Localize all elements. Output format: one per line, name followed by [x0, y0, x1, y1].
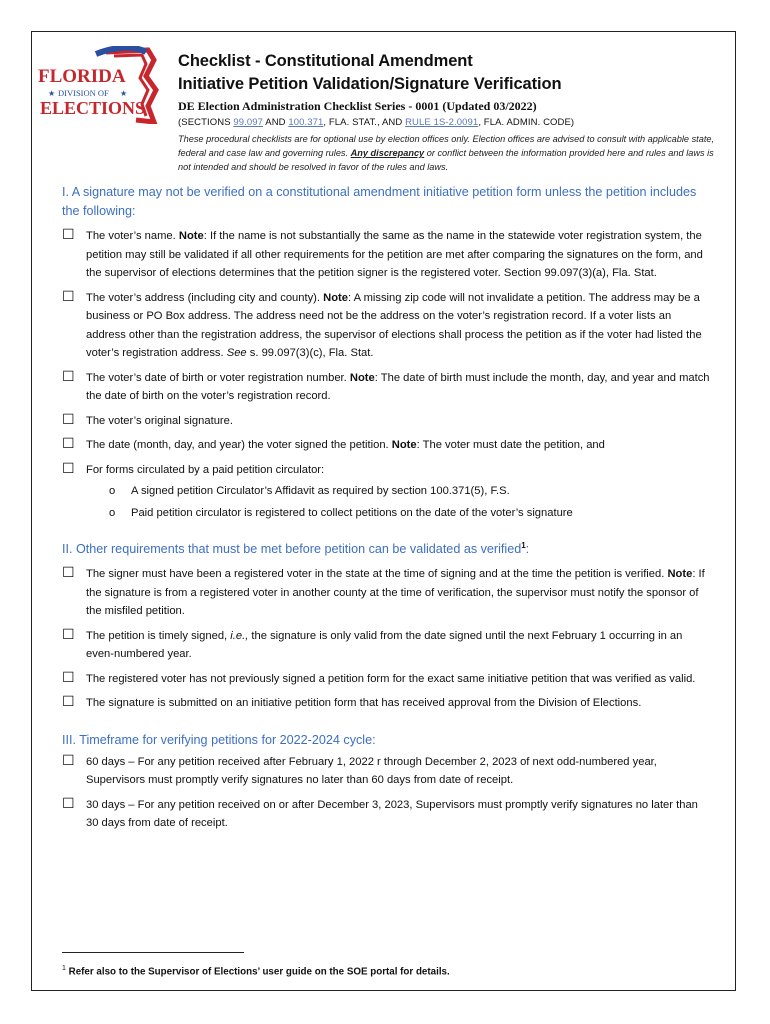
sections-text: AND [263, 117, 289, 128]
item-text: The voter’s original signature. [86, 414, 233, 427]
checkbox-icon[interactable]: ☐ [62, 626, 75, 643]
link-99-097[interactable]: 99.097 [233, 117, 264, 128]
section-3-heading: III. Timeframe for verifying petitions for 2022-2024 cycle: [62, 732, 376, 747]
item-text: The date (month, day, and year) the voter signed the petition. Note: The voter must date the petition, and [86, 439, 605, 451]
footnote [62, 962, 450, 979]
footnote-number: 1 [62, 965, 66, 972]
checkbox-icon[interactable]: ☐ [62, 795, 75, 812]
sub-list-item [62, 504, 712, 523]
checklist-item [62, 670, 712, 689]
checklist-item [62, 753, 712, 790]
checklist-item [62, 289, 712, 363]
item-text: The signer must have been a registered voter in the state at the time of signing and at the time the petition is verified. Note: If the signature is from a registered voter in another county at the time of verification, the supervisor must notify the sponsor of the misfiled petition. [86, 568, 705, 618]
sections-text: , FLA. ADMIN. CODE) [478, 117, 575, 128]
item-text: 60 days – For any petition received after February 1, 2022 r through December 2, 2023 of next odd-numbered year, Supervisors must promptly verify signatures no later than 60 days from date of receipt. [86, 755, 657, 787]
title-line-2: Initiative Petition Validation/Signature Verification [178, 75, 562, 93]
footnote-ref: 1 [521, 541, 526, 550]
sub-list-item [62, 482, 712, 501]
item-text: 30 days – For any petition received on or after December 3, 2023, Supervisors must promptly verify signatures no later than 30 days from date of receipt. [86, 798, 698, 830]
section-2-list [62, 565, 712, 713]
paid-circulator-sublist [62, 482, 712, 522]
checklist-content [62, 183, 712, 833]
section-1-list [62, 227, 712, 479]
checkbox-icon[interactable]: ☐ [62, 669, 75, 686]
checklist-item [62, 412, 712, 431]
statute-references [178, 116, 718, 130]
checklist-item [62, 461, 712, 480]
sections-text: , FLA. STAT., AND [323, 117, 406, 128]
item-text: The voter’s address (including city and county). Note: A missing zip code will not invalidate a petition. The address may be a business or PO Box address. The address need not be the address on the voter’s registration record. If a voter lists an address other than the registration address, the supervisor of elections shall process the petition as if the voter had listed the voter’s registration address. See s. 99.097(3)(c), Fla. Stat. [86, 291, 702, 359]
section-2-heading: II. Other requirements that must be met before petition can be validated as verified$^1$: [62, 541, 530, 557]
link-100-371[interactable]: 100.371 [288, 117, 324, 128]
bullet-icon: o [109, 506, 116, 519]
checklist-item [62, 227, 712, 283]
footnote-text: Refer also to the Supervisor of Elections’ user guide on the SOE portal for details. [68, 966, 450, 978]
checklist-item [62, 369, 712, 406]
disclaimer-emphasis: Any discrepancy [350, 148, 425, 158]
disclaimer-text: or conflict between the information provided here and rules and laws is not intended and should be resolved in favor of the rules and laws. [178, 148, 714, 172]
checklist-item [62, 796, 712, 833]
item-text: The registered voter has not previously signed a petition form for the exact same initiative petition that was verified as valid. [86, 672, 696, 685]
series-line: DE Election Administration Checklist Series - 0001 (Updated 03/2022) [178, 99, 537, 113]
checkbox-icon[interactable]: ☐ [62, 694, 75, 711]
disclaimer-text: These procedural checklists are for optional use by election offices only. Election offices are advised to consult with applicable state, federal and case law and governing rules. [178, 134, 715, 158]
checkbox-icon[interactable]: ☐ [62, 565, 75, 582]
logo-star-icon-right: ★ [120, 89, 128, 98]
logo-word-elections: ELECTIONS [40, 98, 146, 118]
sub-item-text: A signed petition Circulator’s Affidavit as required by section 100.371(5), F.S. [131, 485, 510, 497]
checkbox-icon[interactable]: ☐ [62, 288, 75, 305]
logo-star-icon: ★ [48, 89, 56, 98]
section-3-list [62, 753, 712, 833]
footnote-divider [62, 952, 244, 953]
title-line-1: Checklist - Constitutional Amendment [178, 52, 473, 70]
checklist-item [62, 436, 712, 455]
bullet-icon: o [109, 485, 116, 497]
checklist-item [62, 565, 712, 621]
florida-elections-logo [36, 46, 164, 124]
link-rule-1s-2-0091[interactable]: RULE 1S-2.0091 [405, 117, 479, 128]
sections-text: (SECTIONS [178, 117, 234, 128]
item-text: For forms circulated by a paid petition circulator: [86, 463, 325, 476]
item-text: The voter’s date of birth or voter registration number. Note: The date of birth must include the month, day, and year and match the date of birth on the voter’s registration record. [86, 371, 710, 402]
checkbox-icon[interactable]: ☐ [62, 368, 75, 385]
checklist-item [62, 627, 712, 664]
logo-word-florida: FLORIDA [38, 66, 126, 87]
item-text: The petition is timely signed, i.e., the signature is only valid from the date signed until the next February 1 occurring in an even-numbered year. [86, 629, 683, 661]
item-text: The voter’s name. Note: If the name is not substantially the same as the name in the statewide voter registration system, the petition may still be validated if all other requirements for the petition are met after comparing the signatures on the form, and the supervisor of elections determines that the petition signer is the registered voter. Section 99.097(3)(a), Fla. Stat. [86, 230, 703, 279]
checkbox-icon[interactable]: ☐ [62, 752, 75, 769]
checkbox-icon[interactable]: ☐ [62, 436, 75, 452]
logo-word-division: DIVISION OF [58, 88, 109, 98]
document-header [178, 50, 718, 174]
checkbox-icon[interactable]: ☐ [62, 460, 75, 477]
disclaimer [178, 132, 718, 174]
checkbox-icon[interactable]: ☐ [62, 227, 75, 243]
checklist-item [62, 694, 712, 713]
section-1-heading: I. A signature may not be verified on a constitutional amendment initiative petition form unless the petition includes the following: [62, 185, 697, 218]
checkbox-icon[interactable]: ☐ [62, 411, 75, 428]
item-text: The signature is submitted on an initiative petition form that has received approval from the Division of Elections. [86, 697, 642, 710]
sub-item-text: Paid petition circulator is registered to collect petitions on the date of the voter’s signature [131, 506, 573, 519]
